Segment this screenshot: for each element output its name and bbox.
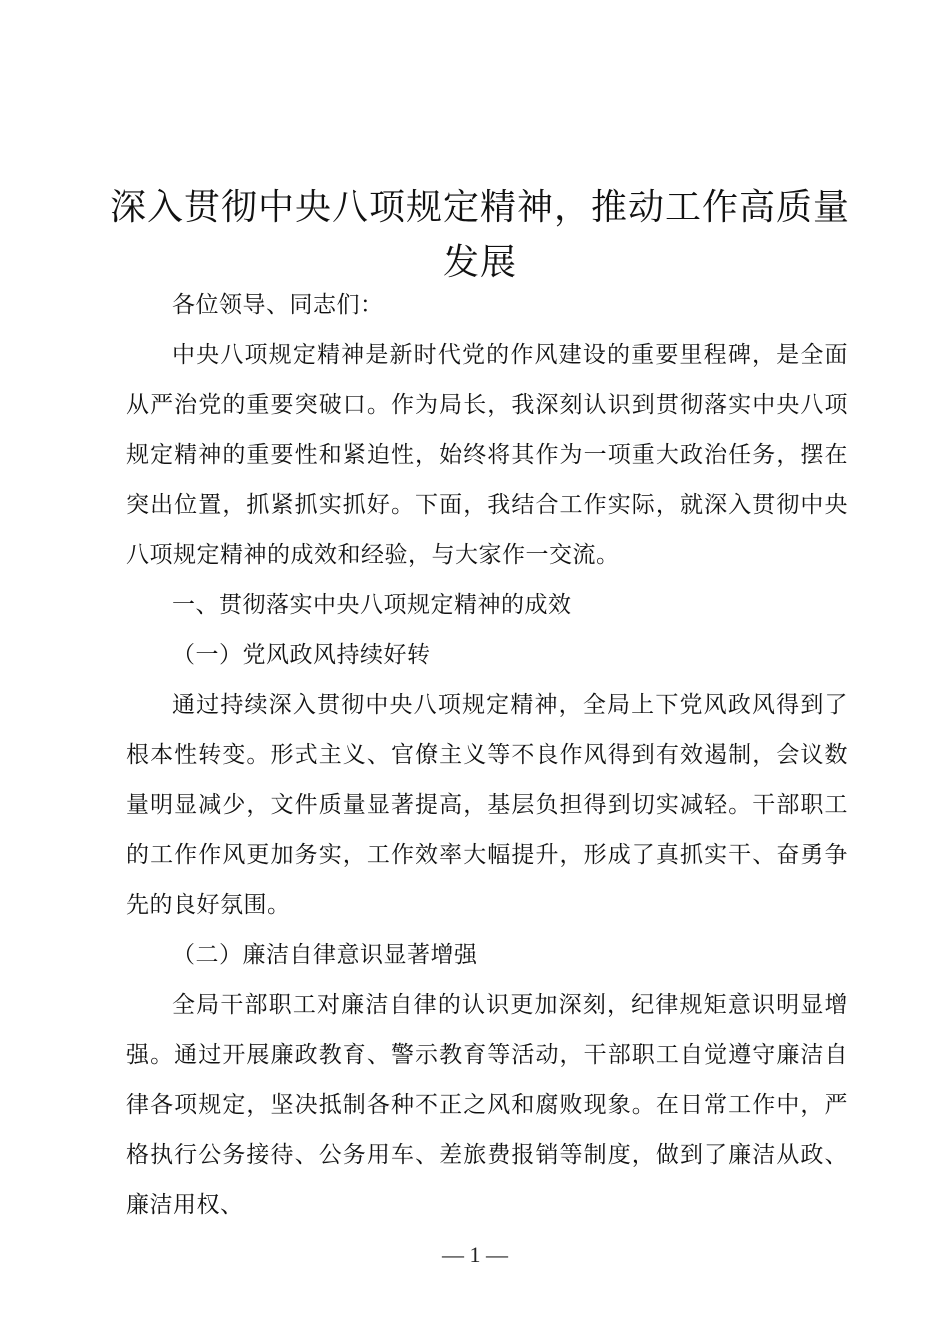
paragraph: 通过持续深入贯彻中央八项规定精神，全局上下党风政风得到了根本性转变。形式主义、官僚主义等不良作风得到有效遏制，会议数量明显减少，文件质量显著提高，基层负担得到切实减轻。干部职工的工作作风更加务实，工作效率大幅提升，形成了真抓实干、奋勇争先的良好氛围。 [126,692,848,918]
subsection-heading: （二）廉洁自律意识显著增强 [172,942,478,968]
paragraph: 中央八项规定精神是新时代党的作风建设的重要里程碑，是全面从严治党的重要突破口。作为局长，我深刻认识到贯彻落实中央八项规定精神的重要性和紧迫性，始终将其作为一项重大政治任务，摆在突出位置，抓紧抓实抓好。下面，我结合工作实际，就深入贯彻中央八项规定精神的成效和经验，与大家作一交流。 [126,342,848,568]
greeting: 各位领导、同志们： [172,292,384,318]
document-title: 深入贯彻中央八项规定精神，推动工作高质量发展 [110,187,851,283]
subsection-heading: （一）党风政风持续好转 [172,642,431,668]
section-heading: 一、贯彻落实中央八项规定精神的成效 [172,592,572,618]
paragraph: 全局干部职工对廉洁自律的认识更加深刻，纪律规矩意识明显增强。通过开展廉政教育、警示教育等活动，干部职工自觉遵守廉洁自律各项规定，坚决抵制各种不正之风和腐败现象。在日常工作中，严格执行公务接待、公务用车、差旅费报销等制度，做到了廉洁从政、廉洁用权、 [126,992,848,1218]
page-number: — 1 — [442,1242,508,1267]
